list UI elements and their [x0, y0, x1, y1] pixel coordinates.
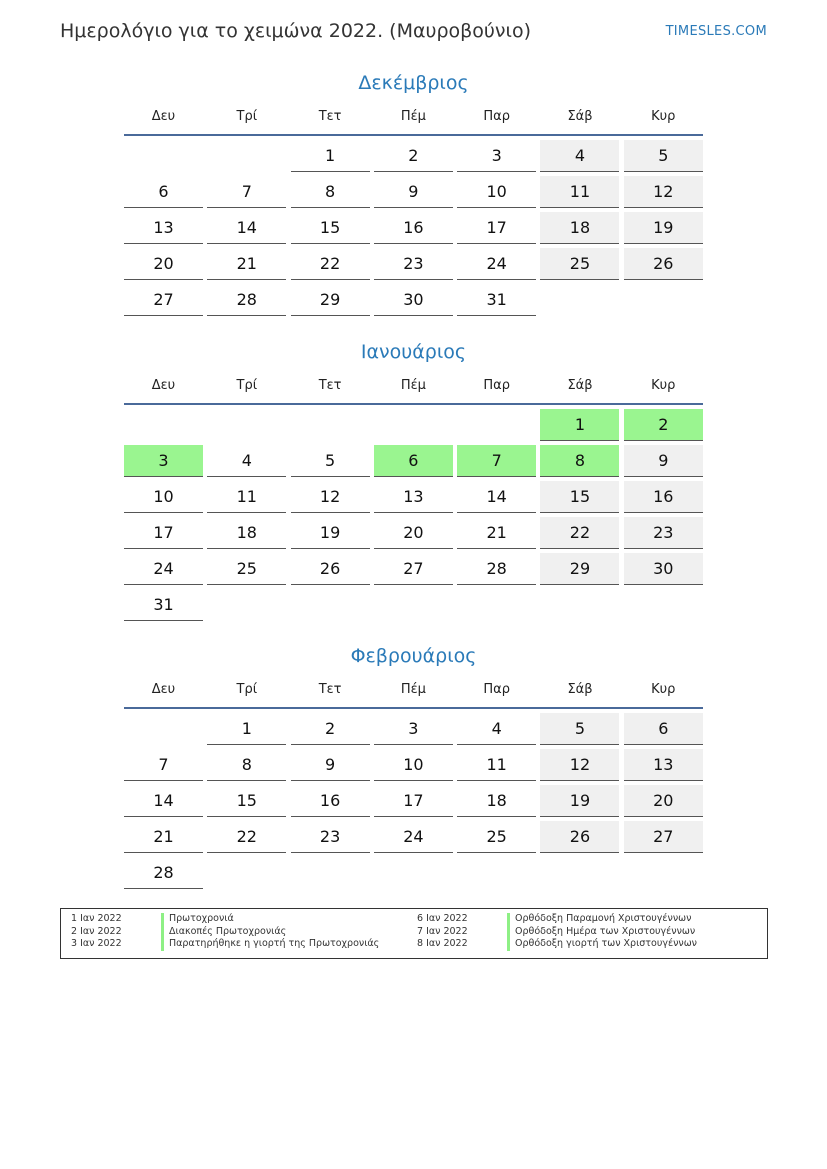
- day-cell[interactable]: 13: [624, 749, 703, 781]
- weekday-label: Δευ: [151, 109, 176, 124]
- empty-cell: [374, 589, 453, 621]
- day-cell[interactable]: 26: [624, 248, 703, 280]
- weekday-header: [124, 369, 703, 405]
- day-cell[interactable]: 5: [291, 445, 370, 477]
- weekday-label: Σάβ: [567, 109, 593, 124]
- day-cell[interactable]: 18: [457, 785, 536, 817]
- empty-cell: [457, 589, 536, 621]
- day-cell[interactable]: 17: [374, 785, 453, 817]
- day-cell[interactable]: 4: [457, 713, 536, 745]
- day-cell[interactable]: 10: [124, 481, 203, 513]
- month-february: [124, 639, 703, 893]
- day-cell[interactable]: 30: [374, 284, 453, 316]
- day-cell[interactable]: 13: [374, 481, 453, 513]
- day-cell[interactable]: 8: [540, 445, 619, 477]
- day-cell[interactable]: 31: [457, 284, 536, 316]
- legend-date: 3 Ιαν 2022: [71, 938, 122, 950]
- day-cell[interactable]: 26: [540, 821, 619, 853]
- month-title: Φεβρουάριος: [350, 645, 477, 667]
- legend-holiday-name: Ορθόδοξη Παραμονή Χριστουγέννων: [507, 913, 691, 926]
- day-cell[interactable]: 7: [207, 176, 286, 208]
- empty-cell: [124, 409, 203, 441]
- day-cell[interactable]: 26: [291, 553, 370, 585]
- day-cell[interactable]: 2: [291, 713, 370, 745]
- legend-date: 8 Ιαν 2022: [417, 938, 468, 950]
- day-cell[interactable]: 21: [124, 821, 203, 853]
- weekday-label: Σάβ: [567, 378, 593, 393]
- day-cell[interactable]: 28: [124, 857, 203, 889]
- legend-holiday-name: Ορθόδοξη Ημέρα των Χριστουγέννων: [507, 926, 695, 939]
- day-cell[interactable]: 3: [124, 445, 203, 477]
- legend-column-right: [417, 913, 697, 951]
- day-cell[interactable]: 11: [207, 481, 286, 513]
- empty-cell: [624, 284, 703, 316]
- legend-holiday-name: Παρατηρήθηκε η γιορτή της Πρωτοχρονιάς: [161, 938, 379, 951]
- legend-row: [71, 913, 379, 926]
- day-cell[interactable]: 15: [540, 481, 619, 513]
- day-cell[interactable]: 15: [207, 785, 286, 817]
- weekday-header: [124, 673, 703, 709]
- legend-holiday-name: Ορθόδοξη γιορτή των Χριστουγέννων: [507, 938, 697, 951]
- day-cell[interactable]: 6: [624, 713, 703, 745]
- month-title: Δεκέμβριος: [358, 72, 469, 94]
- day-cell[interactable]: 18: [207, 517, 286, 549]
- day-cell[interactable]: 27: [374, 553, 453, 585]
- day-cell[interactable]: 19: [291, 517, 370, 549]
- weekday-label: Παρ: [483, 378, 510, 393]
- weekday-label: Τετ: [318, 378, 342, 393]
- day-cell[interactable]: 28: [207, 284, 286, 316]
- empty-cell: [457, 857, 536, 889]
- empty-cell: [540, 284, 619, 316]
- weekday-label: Δευ: [151, 682, 176, 697]
- day-cell[interactable]: 10: [457, 176, 536, 208]
- day-cell[interactable]: 24: [124, 553, 203, 585]
- day-cell[interactable]: 25: [540, 248, 619, 280]
- legend-holiday-name: Διακοπές Πρωτοχρονιάς: [161, 926, 286, 939]
- legend-row: [71, 926, 379, 939]
- empty-cell: [374, 409, 453, 441]
- weekday-label: Τετ: [318, 109, 342, 124]
- day-cell[interactable]: 14: [207, 212, 286, 244]
- weekday-label: Τρί: [236, 109, 258, 124]
- day-cell[interactable]: 12: [624, 176, 703, 208]
- day-cell[interactable]: 11: [540, 176, 619, 208]
- day-cell[interactable]: 20: [124, 248, 203, 280]
- month-january: [124, 335, 703, 625]
- day-cell[interactable]: 7: [457, 445, 536, 477]
- day-cell[interactable]: 3: [457, 140, 536, 172]
- day-cell[interactable]: 29: [540, 553, 619, 585]
- empty-cell: [540, 589, 619, 621]
- day-cell[interactable]: 5: [540, 713, 619, 745]
- empty-cell: [207, 589, 286, 621]
- day-cell[interactable]: 15: [291, 212, 370, 244]
- empty-cell: [207, 857, 286, 889]
- day-cell[interactable]: 24: [374, 821, 453, 853]
- day-cell[interactable]: 12: [540, 749, 619, 781]
- weekday-label: Κυρ: [651, 682, 676, 697]
- empty-cell: [291, 589, 370, 621]
- day-cell[interactable]: 17: [457, 212, 536, 244]
- day-cell[interactable]: 14: [457, 481, 536, 513]
- weekday-header: [124, 100, 703, 136]
- empty-cell: [291, 409, 370, 441]
- empty-cell: [624, 589, 703, 621]
- day-cell[interactable]: 11: [457, 749, 536, 781]
- weekday-label: Παρ: [483, 109, 510, 124]
- day-cell[interactable]: 29: [291, 284, 370, 316]
- legend-holiday-name: Πρωτοχρονιά: [161, 913, 234, 926]
- day-cell[interactable]: 12: [291, 481, 370, 513]
- weekday-label: Πέμ: [400, 378, 426, 393]
- day-cell[interactable]: 1: [540, 409, 619, 441]
- day-cell[interactable]: 23: [374, 248, 453, 280]
- day-cell[interactable]: 30: [624, 553, 703, 585]
- weekday-label: Παρ: [483, 682, 510, 697]
- day-cell[interactable]: 19: [624, 212, 703, 244]
- month-title: Ιανουάριος: [360, 341, 467, 363]
- empty-cell: [457, 409, 536, 441]
- day-cell[interactable]: 27: [124, 284, 203, 316]
- day-cell[interactable]: 8: [291, 176, 370, 208]
- legend-date: 6 Ιαν 2022: [417, 913, 468, 924]
- legend-row: [417, 938, 697, 951]
- day-grid: [124, 140, 703, 320]
- weekday-label: Τρί: [236, 682, 258, 697]
- day-cell[interactable]: 4: [207, 445, 286, 477]
- weekday-label: Κυρ: [651, 378, 676, 393]
- legend-row: [417, 926, 697, 939]
- weekday-label: Τρί: [236, 378, 258, 393]
- day-cell[interactable]: 13: [124, 212, 203, 244]
- day-cell[interactable]: 2: [374, 140, 453, 172]
- day-cell[interactable]: 1: [291, 140, 370, 172]
- day-cell[interactable]: 6: [374, 445, 453, 477]
- day-cell[interactable]: 21: [207, 248, 286, 280]
- holiday-legend: [60, 908, 768, 959]
- weekday-label: Σάβ: [567, 682, 593, 697]
- legend-row: [71, 938, 379, 951]
- weekday-label: Κυρ: [651, 109, 676, 124]
- day-cell[interactable]: 7: [124, 749, 203, 781]
- day-cell[interactable]: 23: [291, 821, 370, 853]
- day-cell[interactable]: 1: [207, 713, 286, 745]
- day-cell[interactable]: 31: [124, 589, 203, 621]
- day-grid: [124, 409, 703, 625]
- day-cell[interactable]: 20: [374, 517, 453, 549]
- empty-cell: [124, 713, 203, 745]
- day-cell[interactable]: 4: [540, 140, 619, 172]
- brand-link[interactable]: TIMESLES.COM: [665, 24, 767, 39]
- day-cell[interactable]: 22: [540, 517, 619, 549]
- empty-cell: [624, 857, 703, 889]
- empty-cell: [540, 857, 619, 889]
- day-cell[interactable]: 8: [207, 749, 286, 781]
- legend-date: 7 Ιαν 2022: [417, 925, 468, 937]
- day-cell[interactable]: 22: [207, 821, 286, 853]
- weekday-label: Τετ: [318, 682, 342, 697]
- day-cell[interactable]: 21: [457, 517, 536, 549]
- day-cell[interactable]: 6: [124, 176, 203, 208]
- legend-date: 1 Ιαν 2022: [71, 913, 122, 924]
- day-cell[interactable]: 22: [291, 248, 370, 280]
- day-cell[interactable]: 24: [457, 248, 536, 280]
- legend-column-left: [71, 913, 379, 951]
- day-cell[interactable]: 25: [207, 553, 286, 585]
- empty-cell: [207, 140, 286, 172]
- day-cell[interactable]: 19: [540, 785, 619, 817]
- day-cell[interactable]: 16: [374, 212, 453, 244]
- day-cell[interactable]: 16: [624, 481, 703, 513]
- day-cell[interactable]: 9: [374, 176, 453, 208]
- day-cell[interactable]: 23: [624, 517, 703, 549]
- month-december: [124, 66, 703, 320]
- weekday-label: Πέμ: [400, 109, 426, 124]
- day-cell[interactable]: 3: [374, 713, 453, 745]
- page-title: Ημερολόγιο για το χειμώνα 2022. (Μαυροβούνιο): [60, 20, 531, 42]
- day-grid: [124, 713, 703, 893]
- legend-row: [417, 913, 697, 926]
- empty-cell: [374, 857, 453, 889]
- day-cell[interactable]: 9: [624, 445, 703, 477]
- weekday-label: Πέμ: [400, 682, 426, 697]
- empty-cell: [291, 857, 370, 889]
- day-cell[interactable]: 18: [540, 212, 619, 244]
- day-cell[interactable]: 25: [457, 821, 536, 853]
- day-cell[interactable]: 20: [624, 785, 703, 817]
- empty-cell: [207, 409, 286, 441]
- day-cell[interactable]: 28: [457, 553, 536, 585]
- day-cell[interactable]: 14: [124, 785, 203, 817]
- day-cell[interactable]: 17: [124, 517, 203, 549]
- day-cell[interactable]: 2: [624, 409, 703, 441]
- day-cell[interactable]: 27: [624, 821, 703, 853]
- legend-date: 2 Ιαν 2022: [71, 925, 122, 937]
- day-cell[interactable]: 9: [291, 749, 370, 781]
- empty-cell: [124, 140, 203, 172]
- weekday-label: Δευ: [151, 378, 176, 393]
- day-cell[interactable]: 16: [291, 785, 370, 817]
- day-cell[interactable]: 5: [624, 140, 703, 172]
- day-cell[interactable]: 10: [374, 749, 453, 781]
